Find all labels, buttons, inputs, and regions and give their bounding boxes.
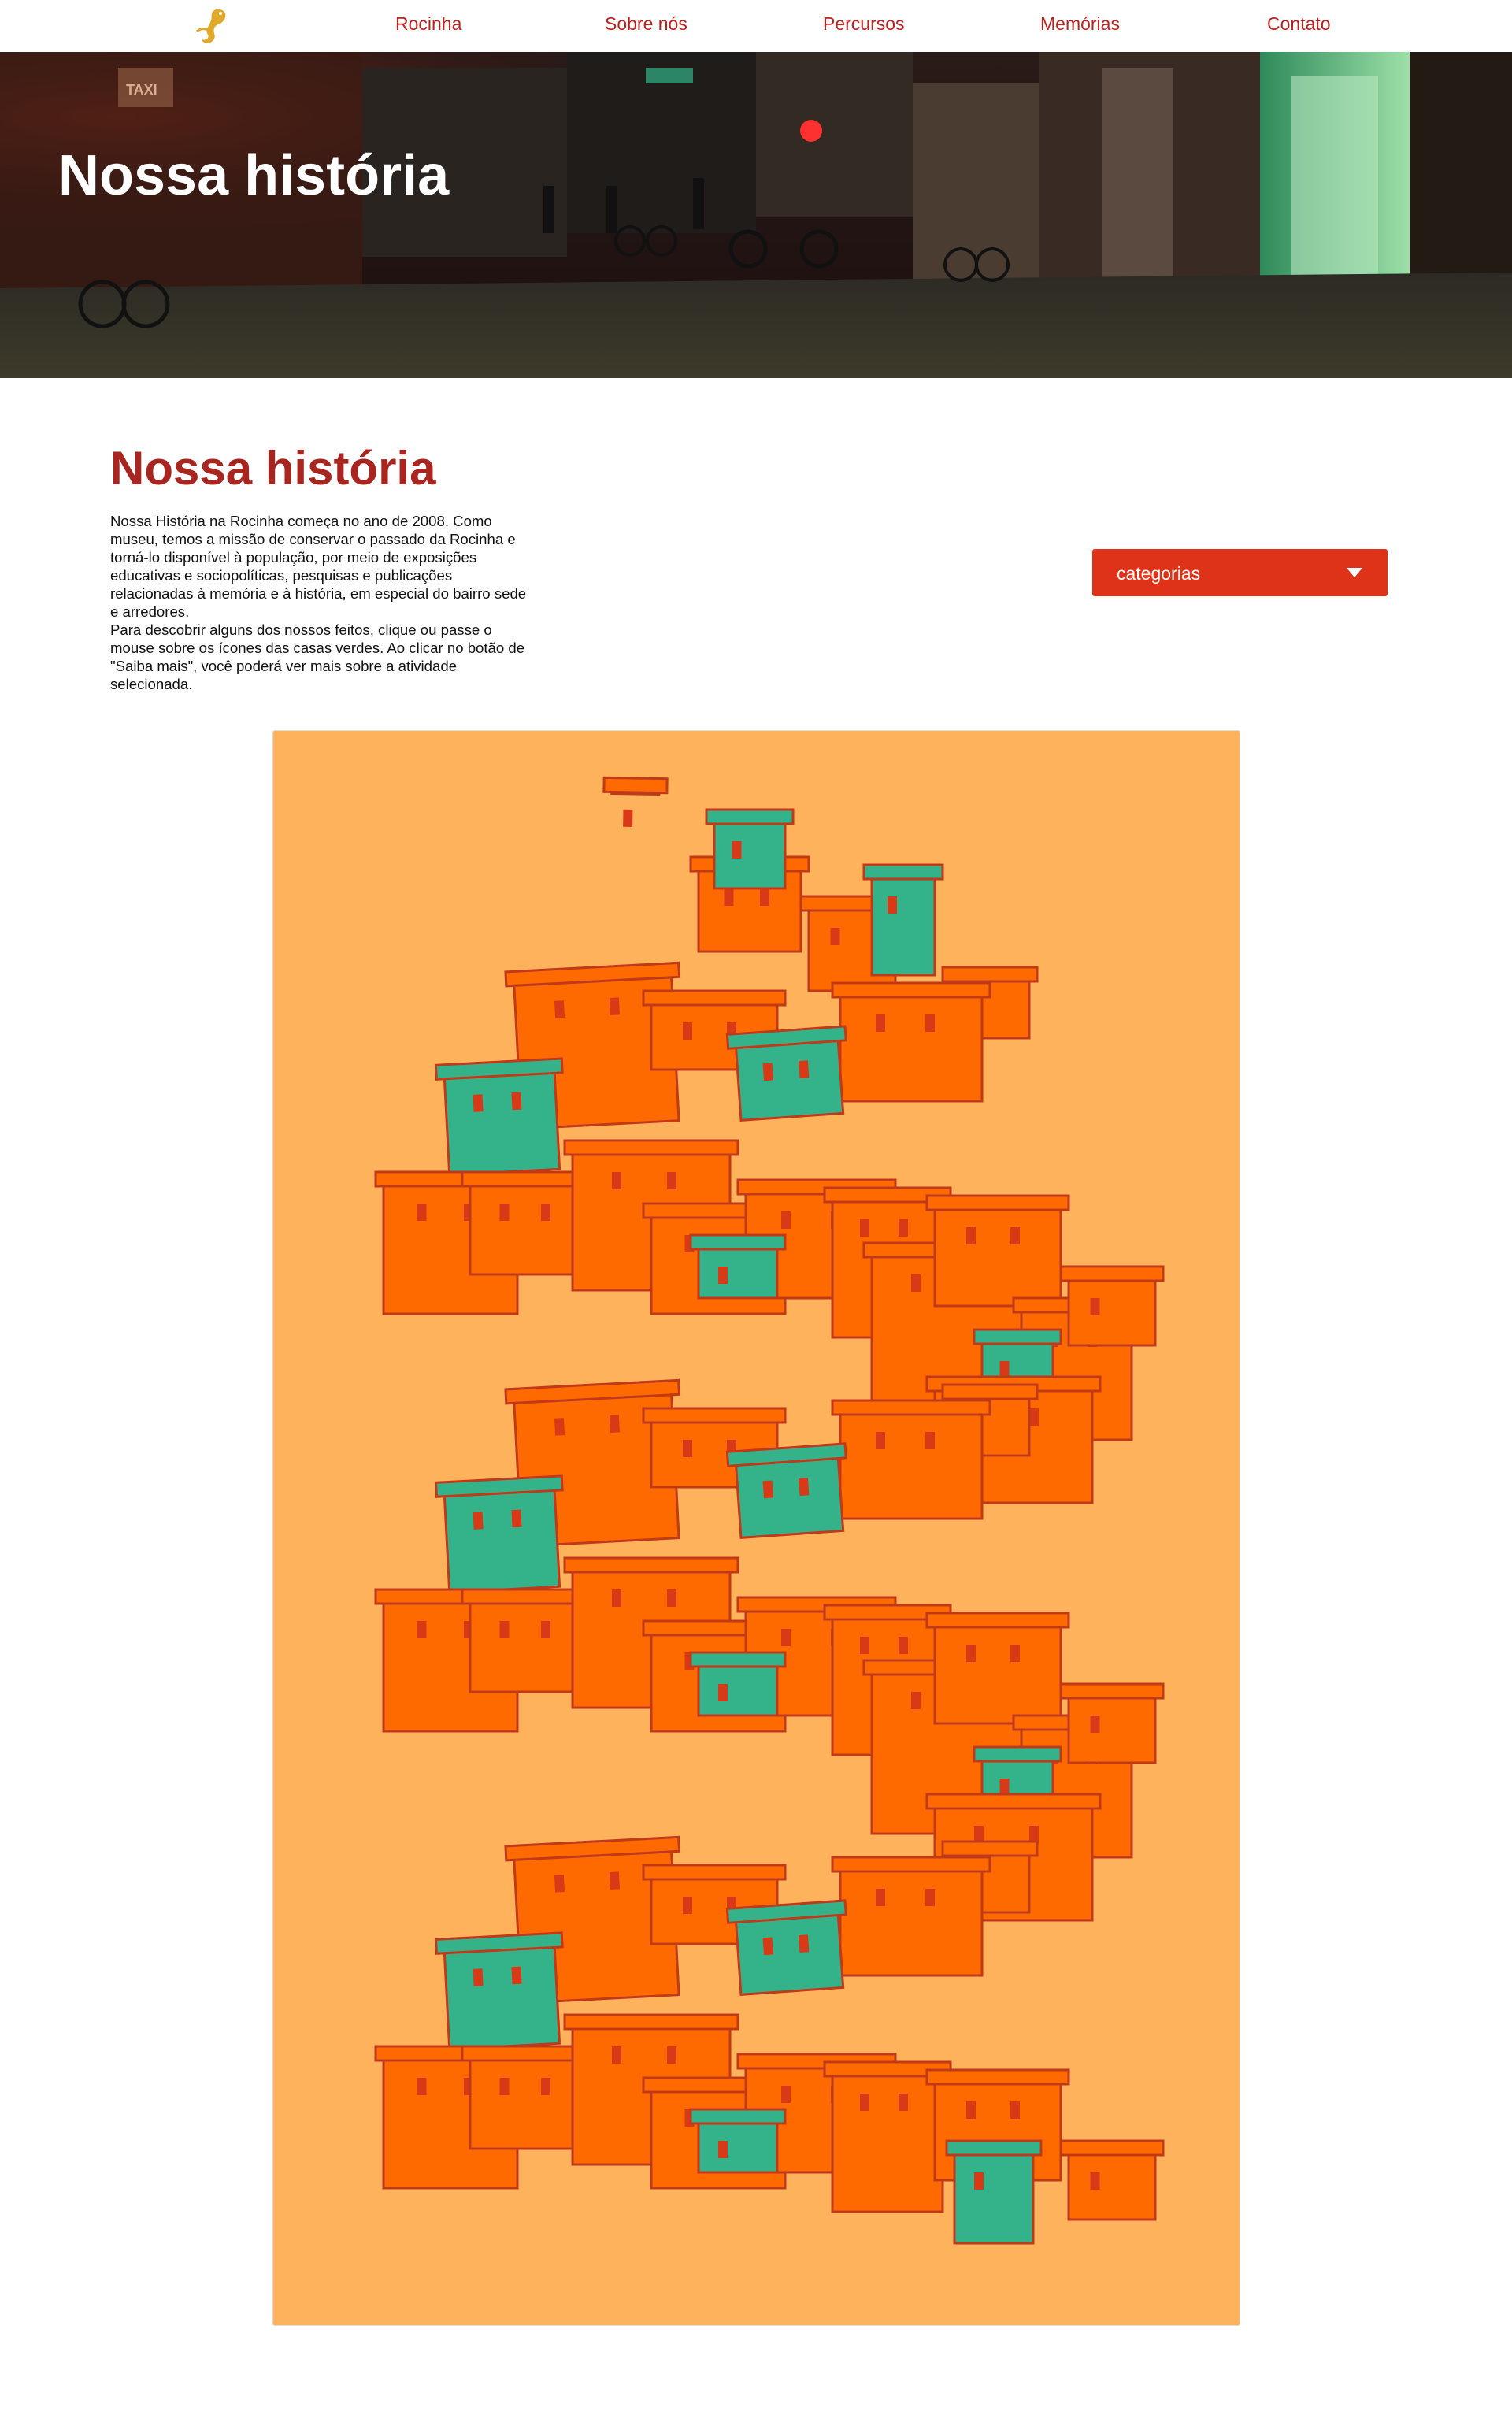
house-window	[554, 1875, 565, 1893]
intro-text	[110, 512, 536, 693]
house-window	[925, 1889, 935, 1906]
house-window	[612, 2046, 621, 2064]
house-window	[1010, 2101, 1020, 2119]
top-navigation	[0, 0, 1512, 52]
house-window	[500, 2078, 510, 2095]
house-window	[763, 1937, 774, 1955]
house-window	[899, 2094, 908, 2111]
house-window	[500, 1204, 510, 1221]
green-house[interactable]	[727, 1026, 850, 1121]
house-window	[911, 1692, 921, 1709]
house-window	[974, 2172, 984, 2190]
green-house[interactable]	[947, 2141, 1041, 2243]
house-window	[554, 1000, 565, 1018]
house-window	[417, 1204, 427, 1221]
house-window	[799, 1478, 810, 1496]
hero-street-photo	[0, 52, 1512, 378]
houses-illustration	[273, 731, 1241, 2327]
house-window	[683, 1440, 692, 1457]
house-window	[899, 1219, 908, 1237]
house	[603, 777, 667, 827]
house-window	[417, 2078, 427, 2095]
house-window	[899, 1637, 908, 1654]
house-window	[718, 1684, 728, 1701]
page-title: Nossa história	[110, 442, 436, 495]
seahorse-logo-icon[interactable]	[189, 5, 233, 47]
caret-down-icon	[1347, 568, 1362, 577]
house-window	[610, 1871, 620, 1890]
house-window	[1091, 1716, 1100, 1733]
house-window	[911, 1274, 921, 1292]
house	[832, 1857, 990, 1975]
house-window	[1010, 1645, 1020, 1662]
green-house[interactable]	[435, 1476, 567, 1593]
hero-banner	[0, 52, 1512, 378]
house-window	[888, 896, 897, 914]
house-window	[1029, 1408, 1039, 1426]
green-house[interactable]	[727, 1444, 850, 1538]
house-window	[860, 1637, 869, 1654]
house-window	[763, 1480, 774, 1498]
green-house[interactable]	[691, 1652, 785, 1716]
house-window	[541, 1621, 550, 1638]
house-window	[610, 997, 620, 1015]
house-window	[925, 1432, 935, 1449]
categories-dropdown-label: categorias	[1117, 563, 1201, 584]
house-window	[472, 1094, 483, 1112]
house-window	[760, 888, 769, 906]
green-house[interactable]	[691, 1235, 785, 1298]
house-window	[511, 1967, 521, 1985]
house	[1061, 2141, 1163, 2220]
intro-paragraph: Nossa História na Rocinha começa no ano de 2008. Como museu, temos a missão de conservar o passado da Rocinha e torná-lo disponível à população, por meio de exposições educativas e sociopolíticas, pesquisas e publicações relacionadas à memória e à história, em especial do bairro sede e arredores.	[110, 513, 527, 620]
house-window	[799, 1934, 810, 1953]
house-window	[1010, 1227, 1020, 1244]
house-window	[781, 1211, 791, 1229]
favela-houses-map	[272, 730, 1240, 2326]
house-window	[781, 1629, 791, 1646]
green-house[interactable]	[864, 865, 943, 975]
house-window	[966, 2101, 976, 2119]
house	[927, 1196, 1069, 1306]
house	[927, 1613, 1069, 1723]
house-window	[925, 1014, 935, 1032]
nav-link-percursos[interactable]: Percursos	[823, 13, 905, 34]
categories-dropdown[interactable]	[1092, 549, 1388, 596]
house-window	[876, 1889, 885, 1906]
house-window	[876, 1014, 885, 1032]
nav-link-sobre-nos[interactable]: Sobre nós	[605, 13, 687, 34]
house-window	[472, 1512, 483, 1530]
house-window	[612, 1589, 621, 1607]
house-window	[541, 1204, 550, 1221]
house-window	[763, 1063, 774, 1081]
house-window	[610, 1415, 620, 1433]
house-window	[667, 1589, 676, 1607]
nav-link-rocinha[interactable]: Rocinha	[395, 13, 462, 34]
house-window	[541, 2078, 550, 2095]
green-house[interactable]	[435, 1933, 567, 2049]
house-window	[718, 1267, 728, 1284]
house-window	[876, 1432, 885, 1449]
house	[832, 1400, 990, 1519]
house	[832, 983, 990, 1101]
green-house[interactable]	[727, 1901, 850, 1995]
intro-paragraph: Para descobrir alguns dos nossos feitos, clique ou passe o mouse sobre os ícones das casas verdes. Ao clicar no botão de "Saiba mais", você poderá ver mais sobre a atividade selecionada.	[110, 621, 525, 692]
house-window	[683, 1897, 692, 1914]
house-window	[683, 1022, 692, 1040]
hero-title: Nossa história	[58, 144, 450, 207]
house-window	[554, 1418, 565, 1436]
house-window	[860, 1219, 869, 1237]
house-window	[667, 1172, 676, 1189]
house	[1061, 1267, 1163, 1345]
taxi-sign: TAXI	[126, 82, 158, 98]
house-window	[860, 2094, 869, 2111]
house-window	[511, 1092, 521, 1111]
house-window	[966, 1227, 976, 1244]
green-house[interactable]	[706, 810, 793, 888]
house-window	[732, 841, 742, 859]
house-window	[799, 1060, 810, 1078]
house-window	[472, 1968, 483, 1986]
house	[1061, 1684, 1163, 1763]
house-window	[500, 1621, 510, 1638]
house-window	[966, 1645, 976, 1662]
house-window	[511, 1510, 521, 1528]
house-window	[831, 928, 840, 945]
green-house[interactable]	[435, 1059, 567, 1175]
nav-link-contato[interactable]: Contato	[1267, 13, 1331, 34]
house-window	[623, 810, 632, 827]
nav-link-memorias[interactable]: Memórias	[1040, 13, 1120, 34]
house-window	[667, 2046, 676, 2064]
house-window	[417, 1621, 427, 1638]
green-house[interactable]	[691, 2109, 785, 2172]
house-window	[1091, 1298, 1100, 1315]
house-window	[718, 2141, 728, 2158]
house-window	[724, 888, 734, 906]
house-window	[1091, 2172, 1100, 2190]
house-window	[781, 2086, 791, 2103]
house-window	[612, 1172, 621, 1189]
